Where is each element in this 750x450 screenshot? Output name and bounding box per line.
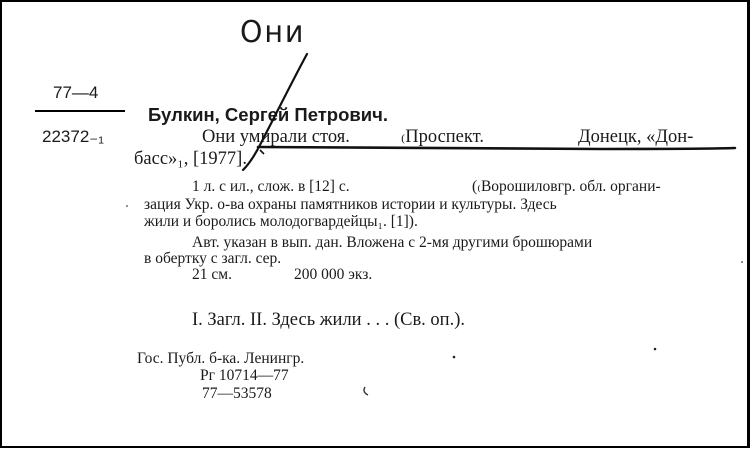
library-register: Рг 10714—77 bbox=[200, 367, 289, 384]
author-note-2: в обертку с загл. сер. bbox=[144, 250, 282, 267]
publisher-text: ₍Проспект. bbox=[397, 127, 484, 147]
library-number: 77—53578 bbox=[202, 385, 272, 402]
underline-tick bbox=[260, 150, 264, 154]
series-line-2: зация Укр. о-ва охраны памятников истории и культуры. Здесь bbox=[144, 196, 557, 213]
handwritten-note: Они bbox=[240, 15, 306, 50]
size-note: 21 см. bbox=[192, 266, 232, 283]
author-heading: Булкин, Сергей Петрович. bbox=[148, 104, 389, 125]
title-text: Они умирали стоя. bbox=[202, 127, 350, 147]
tracings: I. Загл. II. Здесь жили . . . (Св. оп.). bbox=[192, 310, 465, 330]
pen-stroke bbox=[243, 54, 307, 170]
call-number-bottom: 22372₋₁ bbox=[42, 127, 104, 146]
author-note: Авт. указан в вып. дан. Вложена с 2-мя другими брошюрами bbox=[192, 234, 593, 251]
speck bbox=[364, 387, 368, 395]
speck bbox=[453, 356, 456, 359]
speck bbox=[126, 205, 128, 207]
call-number-top: 77—4 bbox=[53, 83, 99, 102]
place-text: Донецк, «Дон- bbox=[578, 127, 694, 147]
speck bbox=[741, 261, 743, 263]
library-name: Гос. Публ. б-ка. Ленингр. bbox=[137, 350, 305, 367]
publisher-date: басс»₁, [1977]. bbox=[134, 149, 247, 169]
speck bbox=[654, 348, 657, 351]
pen-marks bbox=[2, 2, 750, 450]
print-run: 200 000 экз. bbox=[294, 266, 373, 283]
series-line-3: жили и боролись молодогвардейцы₁. [1]). bbox=[144, 213, 418, 230]
series-note: (₍Ворошиловгр. обл. органи- bbox=[472, 178, 661, 195]
title-underline bbox=[258, 147, 735, 149]
physical-description: 1 л. с ил., слож. в [12] с. bbox=[192, 178, 350, 195]
